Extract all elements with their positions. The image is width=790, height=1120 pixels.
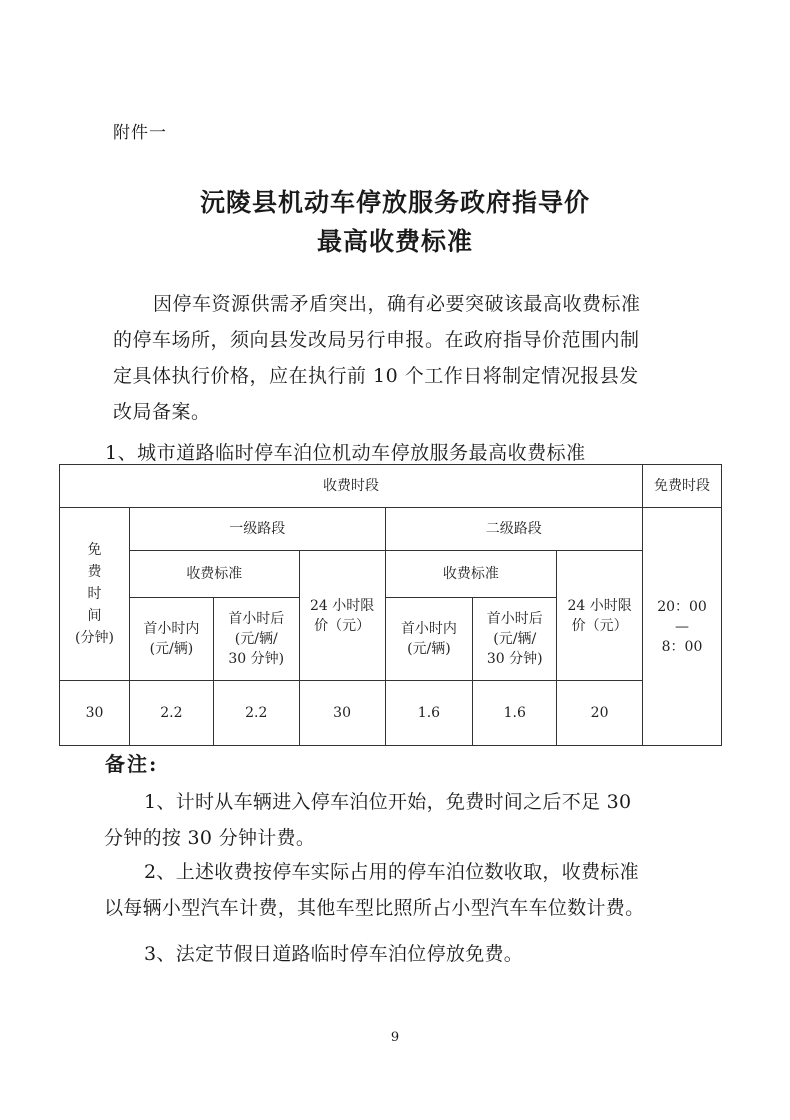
charge-period-header: 收费时段 bbox=[60, 465, 643, 508]
note-1-line-1: 1、计时从车辆进入停车泊位开始，免费时间之后不足 30 bbox=[144, 791, 632, 813]
level1-first-hour-header: 首小时内 (元/辆) bbox=[129, 598, 213, 681]
notes-label: 备注: bbox=[105, 752, 159, 776]
document-title-line-2: 最高收费标准 bbox=[316, 227, 473, 256]
level2-after-cell: 1.6 bbox=[473, 681, 557, 746]
fee-table bbox=[59, 464, 722, 746]
intro-paragraph bbox=[113, 286, 693, 430]
table-row bbox=[60, 681, 722, 746]
level2-cap-header: 24 小时限 价（元） bbox=[557, 551, 643, 681]
level1-after-first-hour-header: 首小时后 (元/辆/ 30 分钟) bbox=[213, 598, 299, 681]
level2-after-first-hour-header: 首小时后 (元/辆/ 30 分钟) bbox=[473, 598, 557, 681]
level1-charge-standard-header: 收费标准 bbox=[129, 551, 299, 598]
level2-cap-cell: 20 bbox=[557, 681, 643, 746]
free-period-value: 20：00 — 8：00 bbox=[643, 508, 722, 746]
attachment-label: 附件一 bbox=[113, 123, 167, 143]
free-time-header: 免 费 时 间 (分钟) bbox=[60, 508, 130, 681]
note-2-line-2: 以每辆小型汽车计费，其他车型比照所占小型汽车车位数计费。 bbox=[104, 897, 645, 919]
level2-first-hour-cell: 1.6 bbox=[385, 681, 473, 746]
free-minutes-cell: 30 bbox=[60, 681, 130, 746]
note-1 bbox=[104, 784, 684, 856]
intro-line-2: 的停车场所，须向县发改局另行申报。在政府指导价范围内制 bbox=[113, 329, 640, 351]
note-2-line-1: 2、上述收费按停车实际占用的停车泊位数收取，收费标准 bbox=[144, 861, 639, 883]
level2-first-hour-header: 首小时内 (元/辆) bbox=[385, 598, 473, 681]
level2-charge-standard-header: 收费标准 bbox=[385, 551, 557, 598]
level1-after-cell: 2.2 bbox=[213, 681, 299, 746]
intro-line-3: 定具体执行价格，应在执行前 10 个工作日将制定情况报县发 bbox=[113, 365, 639, 387]
note-2 bbox=[104, 854, 684, 926]
intro-line-1: 因停车资源供需矛盾突出，确有必要突破该最高收费标准 bbox=[153, 293, 641, 315]
level1-header: 一级路段 bbox=[129, 508, 385, 551]
level2-header: 二级路段 bbox=[385, 508, 643, 551]
note-1-line-2: 分钟的按 30 分钟计费。 bbox=[104, 827, 316, 849]
intro-line-4: 改局备案。 bbox=[113, 401, 211, 423]
document-title-line-1: 沅陵县机动车停放服务政府指导价 bbox=[199, 188, 590, 217]
page-number: 9 bbox=[390, 1030, 400, 1045]
note-3-line-1: 3、法定节假日道路临时停车泊位停放免费。 bbox=[144, 943, 524, 965]
note-3 bbox=[104, 936, 684, 972]
level1-cap-header: 24 小时限 价（元） bbox=[299, 551, 385, 681]
free-period-header: 免费时段 bbox=[643, 465, 722, 508]
level1-cap-cell: 30 bbox=[299, 681, 385, 746]
section-title: 1、城市道路临时停车泊位机动车停放服务最高收费标准 bbox=[105, 442, 586, 464]
level1-first-hour-cell: 2.2 bbox=[129, 681, 213, 746]
